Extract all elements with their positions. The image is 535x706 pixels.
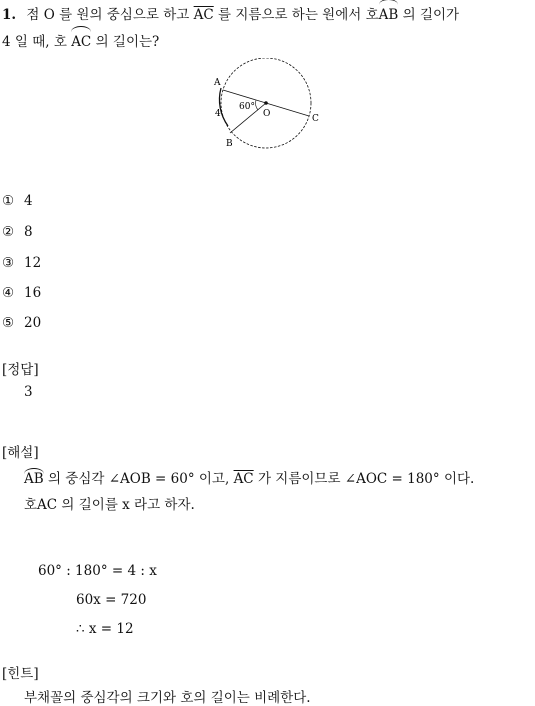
question-line-2: 4 일 때, 호 AC 의 길이는? [2,29,459,56]
choice-5[interactable]: ⑤ 20 [2,315,42,331]
circle-figure [205,58,335,158]
arc-ac: AC [71,29,91,56]
question-number: 1. [2,7,17,23]
equation-3: ∴ x = 12 [76,621,134,637]
arc-ab-marker [219,88,228,126]
solution-line-2: 호AC 의 길이를 x 라고 하자. [24,497,195,513]
equation-2: 60x = 720 [76,592,147,608]
question-text [2,2,459,56]
label-a: A [214,78,221,88]
angle-arc [256,100,258,110]
label-b: B [226,139,233,149]
arc-ab: AB [379,2,399,29]
answer-value: 3 [24,384,33,400]
segment-ac: $\overline{AC}$ [233,471,254,487]
label-c: C [312,114,319,124]
center-point [264,101,268,105]
arc-ab: AB [24,471,44,487]
segment-oc [266,103,309,116]
choice-2[interactable]: ② 8 [2,224,33,240]
choice-4[interactable]: ④ 16 [2,285,42,301]
hint-heading: [힌트] [2,666,39,682]
answer-heading: [정답] [2,362,39,378]
equation-1: 60° : 180° = 4 : x [38,563,157,579]
label-o: O [263,109,271,119]
choice-3[interactable]: ③ 12 [2,255,42,271]
angle-label: 60° [239,102,255,112]
segment-ac: $\overline{AC}$ [193,7,214,23]
solution-line-1: AB 의 중심각 ∠AOB = 60° 이고, $\overline{AC}$ 가 지름이므로 ∠AOC = 180° 이다. [24,471,475,487]
choice-1[interactable]: ① 4 [2,193,33,209]
question-line-1: 1. 점 O 를 원의 중심으로 하고 $\overline{AC}$ 를 지름으로 하는 원에서 호AB 의 길이가 [2,2,459,29]
hint-text: 부채꼴의 중심각의 크기와 호의 길이는 비례한다. [24,690,311,706]
solution-heading: [해설] [2,445,39,461]
arc-length-label: 4 [215,109,221,119]
